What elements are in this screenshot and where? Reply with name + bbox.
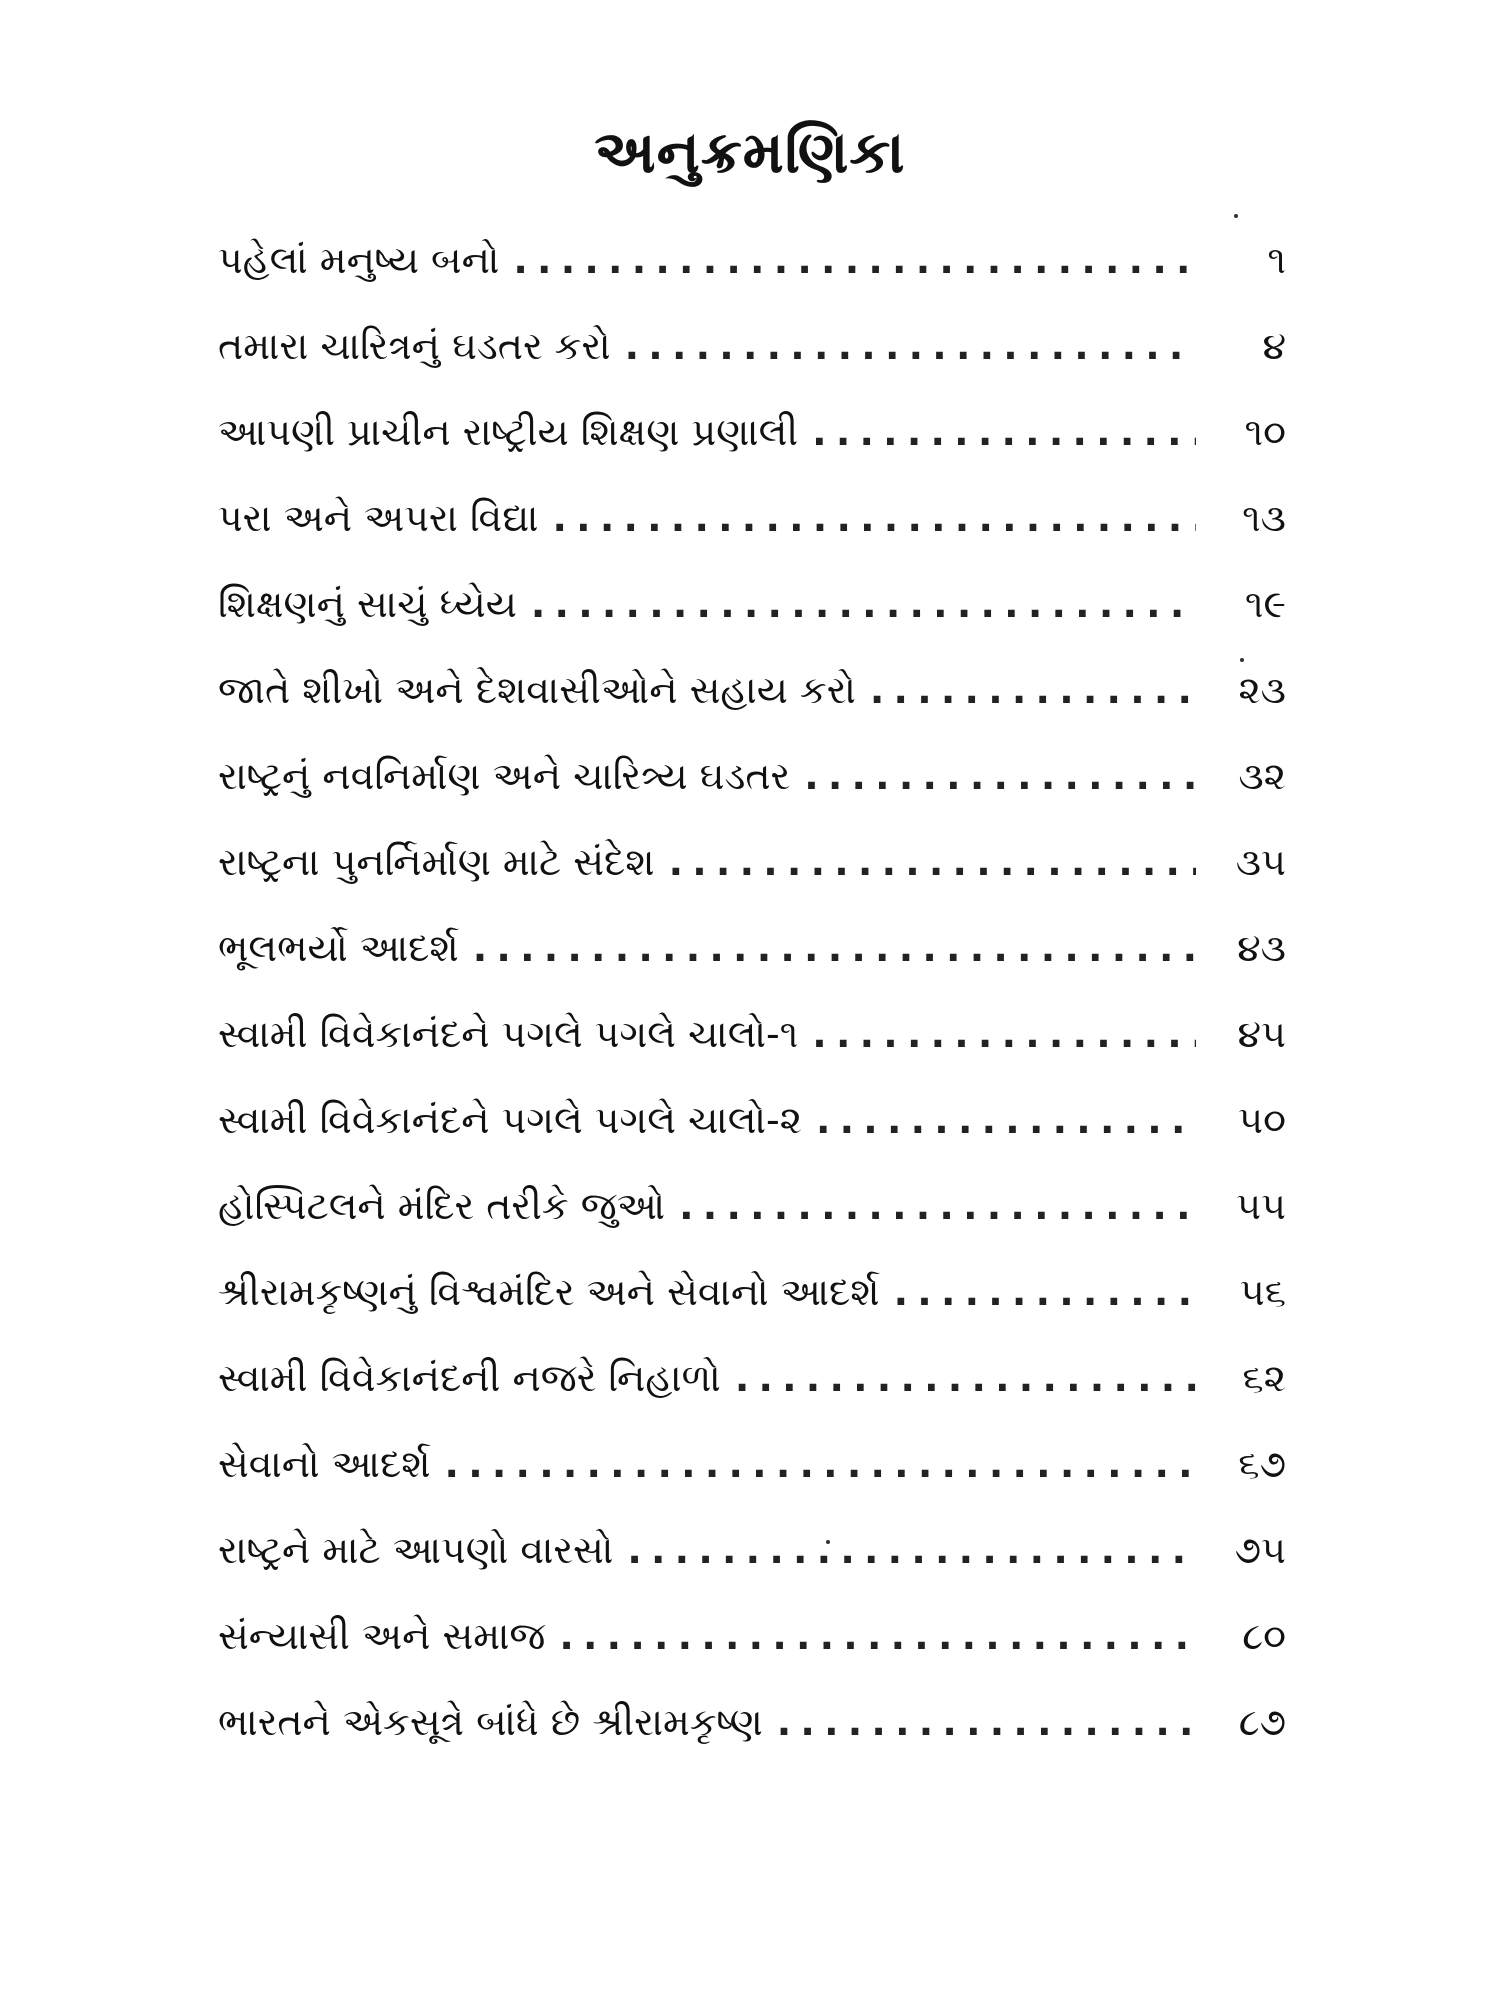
toc-entry-page-number: ૩૨ (1238, 754, 1286, 798)
toc-entry-title: ભારતને એકસૂત્રે બાંધે છે શ્રીરામકૃષ્ણ (218, 1700, 763, 1744)
dot-leader (735, 1356, 1196, 1400)
toc-entry (218, 410, 1286, 496)
toc-entry-page-number: ૬૭ (1238, 1442, 1286, 1486)
toc-entry-title: શ્રીરામકૃષ્ણનું વિશ્વમંદિર અને સેવાનો આદર્શ (218, 1270, 880, 1314)
dot-leader (812, 1012, 1196, 1056)
toc-entry (218, 840, 1286, 926)
dot-leader (679, 1184, 1196, 1228)
toc-entry-title: પહેલાં મનુષ્ય બનો (218, 238, 500, 282)
toc-entry-title: સેવાનો આદર્શ (218, 1442, 431, 1486)
dot-leader (559, 1614, 1196, 1658)
toc-entry-page-number: ૧ (1267, 238, 1286, 282)
toc-entry (218, 668, 1286, 754)
dot-leader (894, 1270, 1196, 1314)
dot-leader (625, 324, 1196, 368)
dot-leader (812, 410, 1196, 454)
table-of-contents (218, 238, 1286, 1786)
scan-speck (1234, 214, 1238, 218)
dot-leader (870, 668, 1196, 712)
toc-entry-page-number: ૧૩ (1242, 496, 1286, 540)
toc-entry (218, 1614, 1286, 1700)
toc-entry-title: આપણી પ્રાચીન રાષ્ટ્રીય શિક્ષણ પ્રણાલી (218, 410, 799, 454)
toc-entry-title: રાષ્ટ્રના પુનર્નિર્માણ માટે સંદેશ (218, 840, 655, 884)
toc-entry-title: તમારા ચારિત્રનું ઘડતર કરો (218, 324, 611, 368)
dot-leader (816, 1098, 1196, 1142)
dot-leader (531, 582, 1196, 626)
dot-leader (777, 1700, 1196, 1744)
scan-speck (826, 1540, 830, 1544)
toc-entry-page-number: ૩૫ (1235, 840, 1286, 884)
toc-entry (218, 1700, 1286, 1786)
toc-entry-title: જાતે શીખો અને દેશવાસીઓને સહાય કરો (218, 668, 856, 712)
toc-entry (218, 1184, 1286, 1270)
toc-entry-page-number: ૨૩ (1238, 668, 1286, 712)
toc-entry (218, 1528, 1286, 1614)
toc-entry-page-number: ૧૦ (1244, 410, 1286, 454)
toc-entry-page-number: ૬૨ (1242, 1356, 1286, 1400)
toc-entry-title: શિક્ષણનું સાચું ધ્યેય (218, 582, 517, 626)
toc-entry-title: ભૂલભર્યો આદર્શ (218, 926, 459, 970)
toc-entry (218, 754, 1286, 840)
dot-leader (627, 1528, 1196, 1572)
toc-entry-page-number: ૪ (1262, 324, 1286, 368)
toc-entry (218, 1442, 1286, 1528)
toc-entry-page-number: ૧૯ (1244, 582, 1286, 626)
toc-entry-page-number: ૫૬ (1239, 1270, 1286, 1314)
toc-entry-title: પરા અને અપરા વિદ્યા (218, 496, 539, 540)
dot-leader (513, 238, 1196, 282)
dot-leader (669, 840, 1196, 884)
toc-entry-title: રાષ્ટ્રનું નવનિર્માણ અને ચારિત્ર્ય ઘડતર (218, 754, 791, 798)
toc-entry-title: રાષ્ટ્રને માટે આપણો વારસો (218, 1528, 614, 1572)
toc-entry (218, 582, 1286, 668)
toc-entry (218, 1356, 1286, 1442)
toc-entry (218, 926, 1286, 1012)
toc-entry-title: હોસ્પિટલને મંદિર તરીકે જુઓ (218, 1184, 666, 1228)
page-title: અનુક્રમણિકા (594, 118, 906, 186)
toc-entry-title: સ્વામી વિવેકાનંદને પગલે પગલે ચાલો-૧ (218, 1012, 799, 1056)
dot-leader (804, 754, 1196, 798)
toc-entry-title: સ્વામી વિવેકાનંદને પગલે પગલે ચાલો-૨ (218, 1098, 802, 1142)
dot-leader (552, 496, 1196, 540)
toc-entry (218, 238, 1286, 324)
toc-entry-page-number: ૭૫ (1234, 1528, 1286, 1572)
toc-entry (218, 324, 1286, 410)
dot-leader (445, 1442, 1196, 1486)
toc-entry-page-number: ૫૦ (1238, 1098, 1286, 1142)
toc-entry (218, 1270, 1286, 1356)
toc-entry-page-number: ૮૭ (1238, 1700, 1286, 1744)
toc-entry-title: સંન્યાસી અને સમાજ (218, 1614, 546, 1658)
toc-entry-page-number: ૪૫ (1237, 1012, 1286, 1056)
toc-entry-page-number: ૪૩ (1237, 926, 1286, 970)
toc-entry-page-number: ૮૦ (1242, 1614, 1286, 1658)
toc-entry-page-number: ૫૫ (1236, 1184, 1286, 1228)
toc-entry (218, 1098, 1286, 1184)
toc-entry (218, 496, 1286, 582)
scan-speck (1240, 658, 1244, 662)
dot-leader (473, 926, 1196, 970)
toc-entry-title: સ્વામી વિવેકાનંદની નજરે નિહાળો (218, 1356, 721, 1400)
toc-entry (218, 1012, 1286, 1098)
